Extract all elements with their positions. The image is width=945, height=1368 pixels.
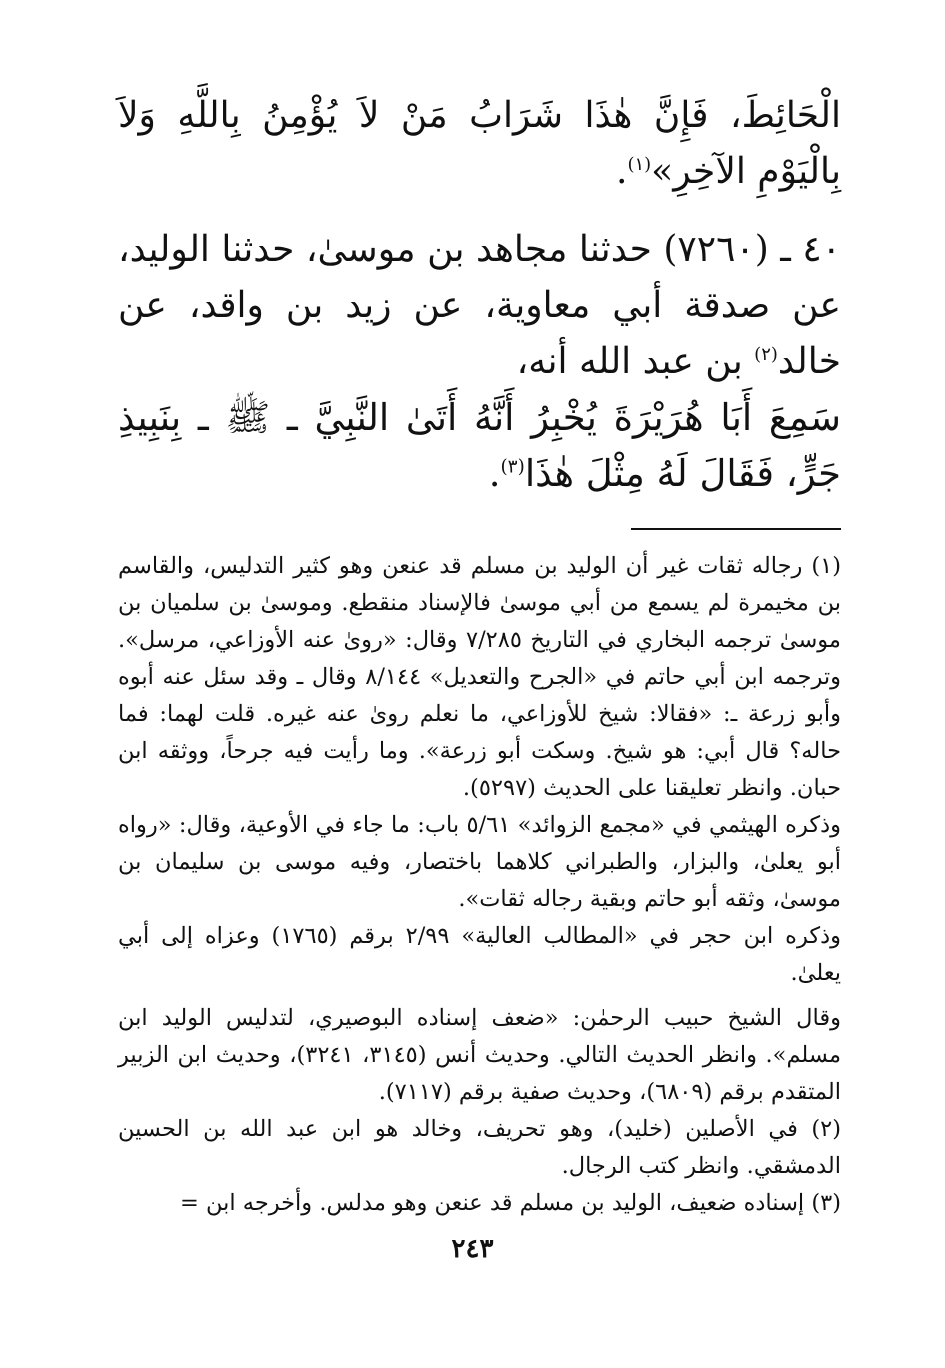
matn-text: سَمِعَ أَبَا هُرَيْرَةَ يُخْبِرُ أَنَّهُ أَتَىٰ النَّبِيَّ ـ ﷺ ـ بِنَبِيذِ جَرٍّ، فَقَالَ لَهُ مِثْلَ هٰذَا (118, 396, 841, 495)
footnote-1-ibn-hajar: وذكره ابن حجر في «المطالب العالية» ٢/٩٩ برقم (١٧٦٥) وعزاه إلى أبي يعلىٰ. (118, 923, 841, 986)
isnad-text: ٤٠ ـ (٧٢٦٠) حدثنا مجاهد بن موسىٰ، حدثنا الوليد، عن صدقة أبي معاوية، عن زيد بن واقد، عن خالد (118, 229, 842, 382)
page-number: ٢٤٣ (451, 1234, 494, 1264)
period: . (488, 452, 501, 495)
footnote-ref-1[interactable]: (١) (627, 154, 652, 175)
paragraph-hadith-end (118, 88, 841, 200)
footnote-ref-2[interactable]: (٢) (754, 344, 778, 365)
paragraph-matn (118, 390, 841, 502)
hadith-text: الْحَائِطَ، فَإِنَّ هٰذَا شَرَابُ مَنْ لاَ يُؤْمِنُ بِاللَّهِ وَلاَ بِالْيَوْمِ الآخِرِ» (118, 95, 841, 192)
main-text (118, 88, 841, 502)
period: . (615, 151, 628, 192)
footnote-ref-3[interactable]: (٣) (500, 456, 525, 478)
footnote-1-habib: وقال الشيخ حبيب الرحمٰن: «ضعف إسناده البوصيري، لتدليس الوليد ابن مسلم». وانظر الحديث التالي. وحديث أنس (٣١٤٥، ٣٢٤١)، وحديث ابن الزبير المتقدم برقم (٦٨٠٩)، وحديث صفية برقم (٧١١٧). (118, 1005, 841, 1105)
footnote-divider (631, 528, 841, 530)
paragraph-isnad (118, 222, 841, 390)
footnote-2: (٢) في الأصلين (خليد)، وهو تحريف، وخالد هو ابن عبد الله بن الحسين الدمشقي. وانظر كتب الرجال. (118, 1116, 841, 1179)
footnotes (118, 548, 841, 1222)
footnote-1-haythami: وذكره الهيثمي في «مجمع الزوائد» ٥/٦١ باب: ما جاء في الأوعية، وقال: «رواه أبو يعلىٰ، والبزار، والطبراني كلاهما باختصار، وفيه موسى بن سليمان بن موسىٰ، وثقه أبو حاتم وبقية رجاله ثقات». (118, 812, 841, 912)
footnote-1: (١) رجاله ثقات غير أن الوليد بن مسلم قد عنعن وهو كثير التدليس، والقاسم بن مخيمرة لم يسمع من أبي موسىٰ فالإسناد منقطع. وموسىٰ بن سلميان بن موسىٰ ترجمه البخاري في التاريخ ٧/٢٨٥ وقال: «روىٰ عنه الأوزاعي، مرسل». وترجمه ابن أبي حاتم في «الجرح والتعديل» ٨/١٤٤ وقال ـ وقد سئل عنه أبوه وأبو زرعة ـ: «فقالا: شيخ للأوزاعي، ما نعلم روىٰ عنه غيره. قلت لهما: فما حاله؟ قال أبي: هو شيخ. وسكت أبو زرعة». وما رأيت فيه جرحاً، ووثقه ابن حبان. وانظر تعليقنا على الحديث (٥٢٩٧). (118, 553, 841, 801)
footnote-3: (٣) إسناده ضعيف، الوليد بن مسلم قد عنعن وهو مدلس. وأخرجه ابن = (179, 1190, 841, 1216)
isnad-text-end: بن عبد الله أنه، (516, 341, 755, 382)
